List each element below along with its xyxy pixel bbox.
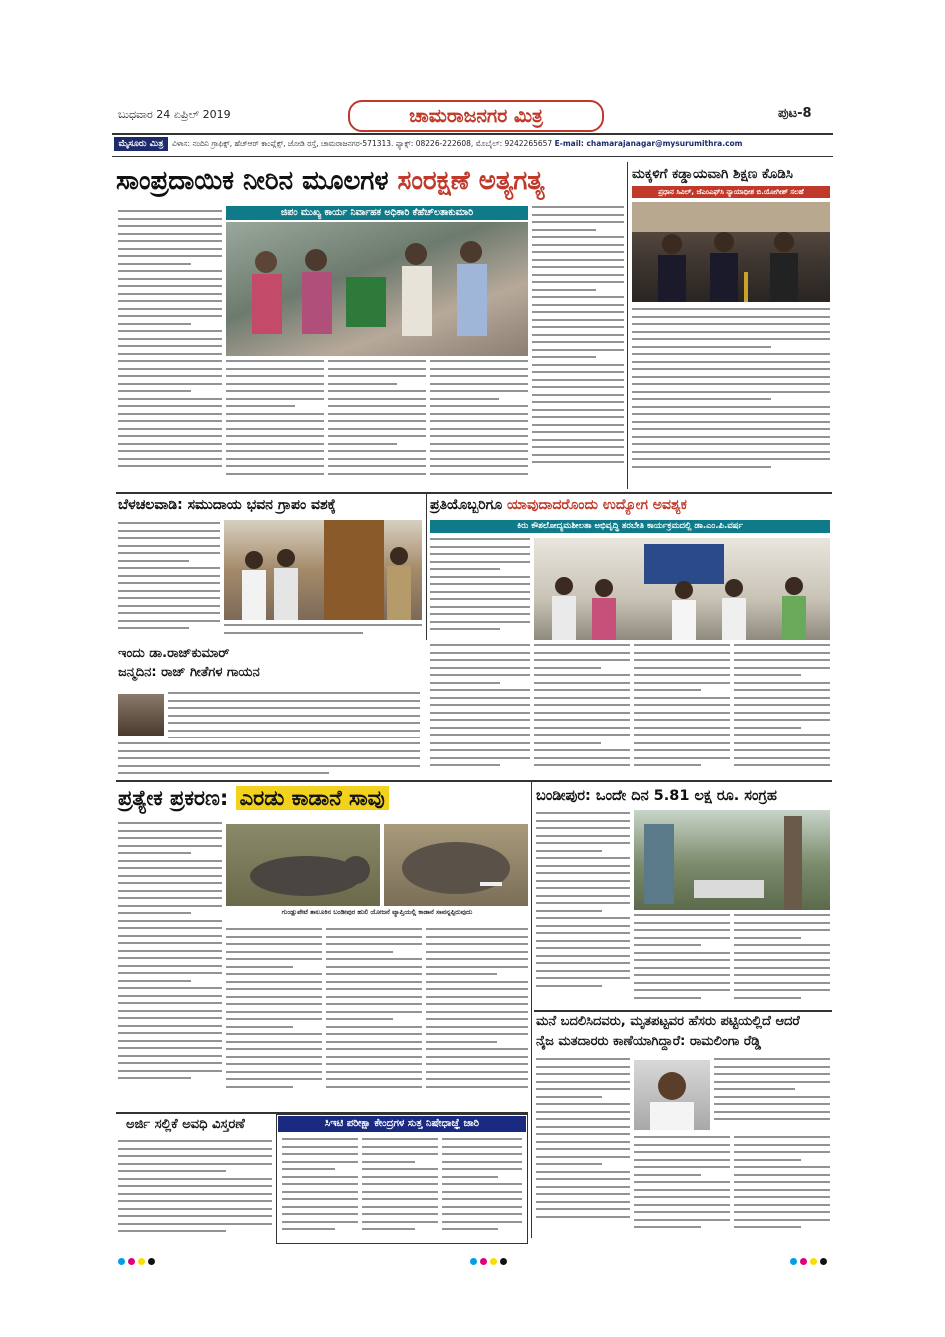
story4-col4 <box>634 644 730 774</box>
story1-col4 <box>430 360 528 488</box>
story6-photo-1 <box>226 824 380 906</box>
header-rule-2 <box>112 156 833 157</box>
elephant-carcass-2 <box>384 824 528 906</box>
story8-col1 <box>536 1058 630 1238</box>
story1-col3 <box>328 360 426 488</box>
contact-info <box>172 139 742 149</box>
story1-col2 <box>226 360 324 488</box>
story1-photo-figures <box>226 222 528 356</box>
story6-headline <box>118 786 389 811</box>
story2-photo-figures <box>632 202 830 302</box>
story5-photo <box>118 694 164 736</box>
registration-marks-center <box>470 1250 510 1269</box>
story6-headline-part2: ಎರಡು ಕಾಡಾನೆ ಸಾವು <box>236 786 389 810</box>
story4-photo <box>534 538 830 640</box>
registration-marks-left <box>118 1250 158 1269</box>
story3-photo <box>224 520 422 620</box>
story7-headline: ಬಂಡೀಪುರ: ಒಂದೇ ದಿನ 5.81 ಲಕ್ಷ ರೂ. ಸಂಗ್ರಹ <box>536 788 777 804</box>
story8-col2a <box>714 1058 830 1132</box>
story1-subhead: ಜಿಪಂ ಮುಖ್ಯ ಕಾರ್ಯ ನಿರ್ವಾಹಕ ಅಧಿಕಾರಿ ಕೆಹೆಚ್‌ಲತಾಕುಮಾರಿ <box>226 206 528 220</box>
story6-photo-2 <box>384 824 528 906</box>
story2-text <box>632 308 830 488</box>
story4-subhead: ಕಿರು ಕೌಶಲೋದ್ಯಮಶೀಲತಾ ಅಭಿವೃದ್ಧಿ ತರಬೇತಿ ಕಾರ್ಯಕ್ರಮದಲ್ಲಿ ಡಾ.ಎಂ.ಪಿ.ವರ್ಷ <box>430 520 830 533</box>
story3-headline: ಬೆಳಚಲವಾಡಿ: ಸಮುದಾಯ ಭವನ ಗ್ರಾಪಂ ವಶಕ್ಕೆ <box>118 497 336 513</box>
story3-col1 <box>118 522 220 638</box>
column-divider-3 <box>531 782 532 1238</box>
story1-headline-part2: ಸಂರಕ್ಷಣೆ ಅತ್ಯಗತ್ಯ <box>397 166 545 196</box>
story6-col2 <box>226 928 322 1108</box>
story5-headline-line1: ಇಂದು ಡಾ.ರಾಜ್‌ಕುಮಾರ್ <box>118 646 230 661</box>
story2-headline: ಮಕ್ಕಳಿಗೆ ಕಡ್ಡಾಯವಾಗಿ ಶಿಕ್ಷಣ ಕೊಡಿಸಿ <box>632 166 793 182</box>
brand-logo: ಮೈಸೂರು ಮಿತ್ರ <box>114 137 168 151</box>
story10-col1 <box>282 1138 358 1238</box>
story1-photo <box>226 222 528 356</box>
portrait-figure <box>634 1060 710 1130</box>
story6-col3 <box>326 928 422 1108</box>
story6-headline-part1: ಪ್ರತ್ಯೇಕ ಪ್ರಕರಣ: <box>118 786 236 810</box>
story10-col2 <box>362 1138 438 1238</box>
story3-caption <box>224 624 422 638</box>
story4-photo-figures <box>534 538 830 640</box>
forest-gate-photo <box>634 810 830 910</box>
story4-headline-part1: ಪ್ರತಿಯೊಬ್ಬರಿಗೂ <box>430 497 508 513</box>
story8-headline-line1: ಮನೆ ಬದಲಿಸಿದವರು, ಮೃತಪಟ್ಟವರ ಹೆಸರು ಪಟ್ಟಿಯಲ್ಲಿದೆ ಆದರೆ <box>536 1014 800 1029</box>
story7-col2 <box>634 914 730 1008</box>
story4-col3 <box>534 644 630 774</box>
email-text: E-mail: chamarajanagar@mysurumithra.com <box>554 139 743 148</box>
story4-col2 <box>430 644 530 774</box>
story9-headline: ಅರ್ಜಿ ಸಲ್ಲಿಕೆ ಅವಧಿ ವಿಸ್ತರಣೆ <box>126 1117 245 1132</box>
story7-photo <box>634 810 830 910</box>
story3-photo-figures <box>224 520 422 620</box>
masthead-title: ಚಾಮರಾಜನಗರ ಮಿತ್ರ <box>348 100 604 132</box>
story1-col5 <box>532 206 624 488</box>
section-rule-1 <box>116 492 832 494</box>
story6-col4 <box>426 928 528 1108</box>
story2-photo <box>632 202 830 302</box>
story6-col1 <box>118 822 222 1108</box>
story3-tail <box>224 640 422 646</box>
story4-col1 <box>430 538 530 638</box>
page-number: ಪುಟ-8 <box>778 106 812 121</box>
section-rule-2 <box>116 780 832 782</box>
story7-col3 <box>734 914 830 1008</box>
story1-headline-part1: ಸಾಂಪ್ರದಾಯಿಕ ನೀರಿನ ಮೂಲಗಳ <box>116 166 398 196</box>
story5-col-b <box>118 742 420 774</box>
story10-col3 <box>442 1138 522 1238</box>
story9-text <box>118 1140 272 1240</box>
story7-col1 <box>536 812 630 1008</box>
header-rule <box>112 133 833 135</box>
column-divider-2 <box>426 494 427 640</box>
section-rule-3 <box>534 1010 832 1012</box>
story1-headline <box>116 166 545 197</box>
address-text: ವಿಳಾಸ: ನಂದಿನಿ ಗ್ರಾಫಿಕ್ಸ್, ಹೆಚ್‌ಆರ್ ಕಾಂಪ್ಲೆಕ್ಸ್, ಜೋಡಿ ರಸ್ತೆ, ಚಾಮರಾಜನಗರ-571313. ಫ್ಯಾಕ್ಸ್: 08226-222608, ಮೊಬೈಲ್: 9242265657 <box>172 139 553 148</box>
story8-portrait <box>634 1060 710 1130</box>
story8-col2 <box>634 1136 730 1238</box>
story8-headline-line2: ನೈಜ ಮತದಾರರು ಕಾಣೆಯಾಗಿದ್ದಾರೆ: ರಾಮಲಿಂಗಾ ರೆಡ್ಡಿ <box>536 1034 761 1049</box>
story4-headline-part2: ಯಾವುದಾದರೊಂದು ಉದ್ಯೋಗ ಅವಶ್ಯಕ <box>507 497 687 513</box>
story4-headline <box>430 497 687 513</box>
story5-col-a <box>168 692 420 738</box>
story5-headline-line2: ಜನ್ಮದಿನ: ರಾಜ್ ಗೀತೆಗಳ ಗಾಯನ <box>118 665 260 680</box>
column-divider <box>627 162 628 489</box>
registration-marks-right <box>790 1250 830 1269</box>
story1-col1 <box>118 210 222 488</box>
elephant-carcass-1 <box>226 824 380 906</box>
issue-date: ಬುಧವಾರ 24 ಏಪ್ರಿಲ್ 2019 <box>118 108 231 121</box>
story6-caption: ಗುಂಡ್ಲುಪೇಟೆ ತಾಲೂಕಿನ ಬಂಡೀಪುರ ಹುಲಿ ಯೋಜನೆ ವ್ಯಾಪ್ತಿಯಲ್ಲಿ ಕಾಡಾನೆ ಸಾವನ್ನಪ್ಪಿರುವುದು <box>281 908 473 916</box>
story8-col3 <box>734 1136 830 1238</box>
story2-subhead: ಪ್ರಧಾನ ಸಿವಿಲ್, ಜೆಎಂಎಫ್‌ಸಿ ನ್ಯಾಯಾಧೀಶ ಬಿ.ಯೋಗೀಶ್ ಸಲಹೆ <box>632 186 830 198</box>
story4-col5 <box>734 644 830 774</box>
story10-headline: ಸಿಇಟಿ ಪರೀಕ್ಷಾ ಕೇಂದ್ರಗಳ ಸುತ್ತ ನಿಷೇಧಾಜ್ಞೆ ಜಾರಿ <box>278 1116 526 1132</box>
